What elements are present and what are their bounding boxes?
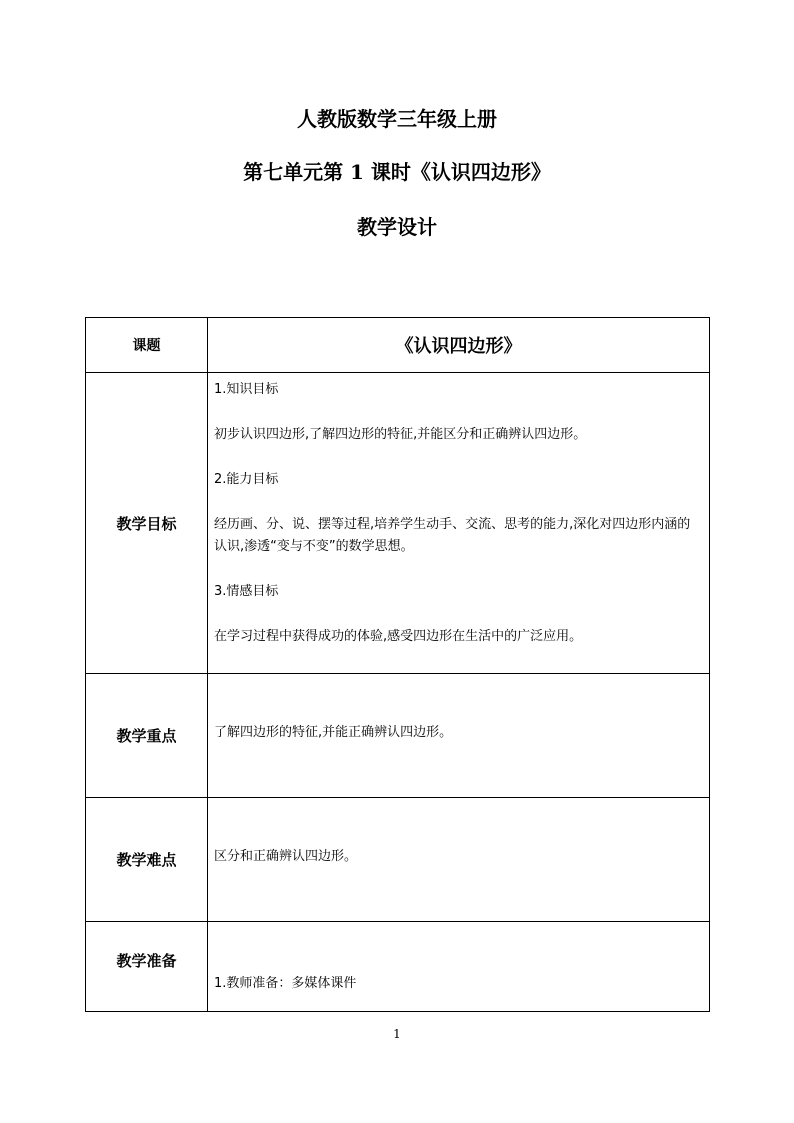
key-points-label: 教学重点	[86, 674, 208, 798]
objectives-row	[86, 373, 710, 674]
objective-text: 初步认识四边形,了解四边形的特征,并能区分和正确辨认四边形。	[214, 427, 587, 442]
subject-row	[86, 318, 710, 373]
document-subtitle: 教学设计	[357, 215, 437, 239]
objectives-label: 教学目标	[86, 373, 208, 674]
document-title: 人教版数学三年级上册	[297, 107, 497, 131]
subject-value: 《认识四边形》	[208, 318, 710, 373]
key-points-content	[208, 674, 710, 798]
preparation-row	[86, 922, 710, 1012]
page-number: 1	[393, 1027, 401, 1041]
objectives-content	[208, 373, 710, 674]
objective-heading: 2.能力目标	[214, 472, 279, 487]
lesson-plan-table	[85, 317, 710, 1012]
objective-heading: 3.情感目标	[214, 584, 279, 599]
lesson-title: 第七单元第 1 课时《认识四边形》	[243, 160, 551, 184]
subject-label: 课题	[86, 318, 208, 373]
objective-text: 经历画、分、说、摆等过程,培养学生动手、交流、思考的能力,深化对四边形内涵的认识,渗透“变与不变”的数学思想。	[214, 517, 691, 554]
preparation-text: 1.教师准备：多媒体课件	[214, 976, 357, 991]
difficulties-content	[208, 798, 710, 922]
objective-text: 在学习过程中获得成功的体验,感受四边形在生活中的广泛应用。	[214, 629, 583, 644]
key-points-text: 了解四边形的特征,并能正确辨认四边形。	[214, 724, 453, 740]
preparation-content	[208, 922, 710, 1012]
preparation-label: 教学准备	[86, 922, 208, 1012]
difficulties-row	[86, 798, 710, 922]
difficulties-text: 区分和正确辨认四边形。	[214, 848, 358, 864]
difficulties-label: 教学难点	[86, 798, 208, 922]
key-points-row	[86, 674, 710, 798]
objective-heading: 1.知识目标	[214, 382, 279, 397]
